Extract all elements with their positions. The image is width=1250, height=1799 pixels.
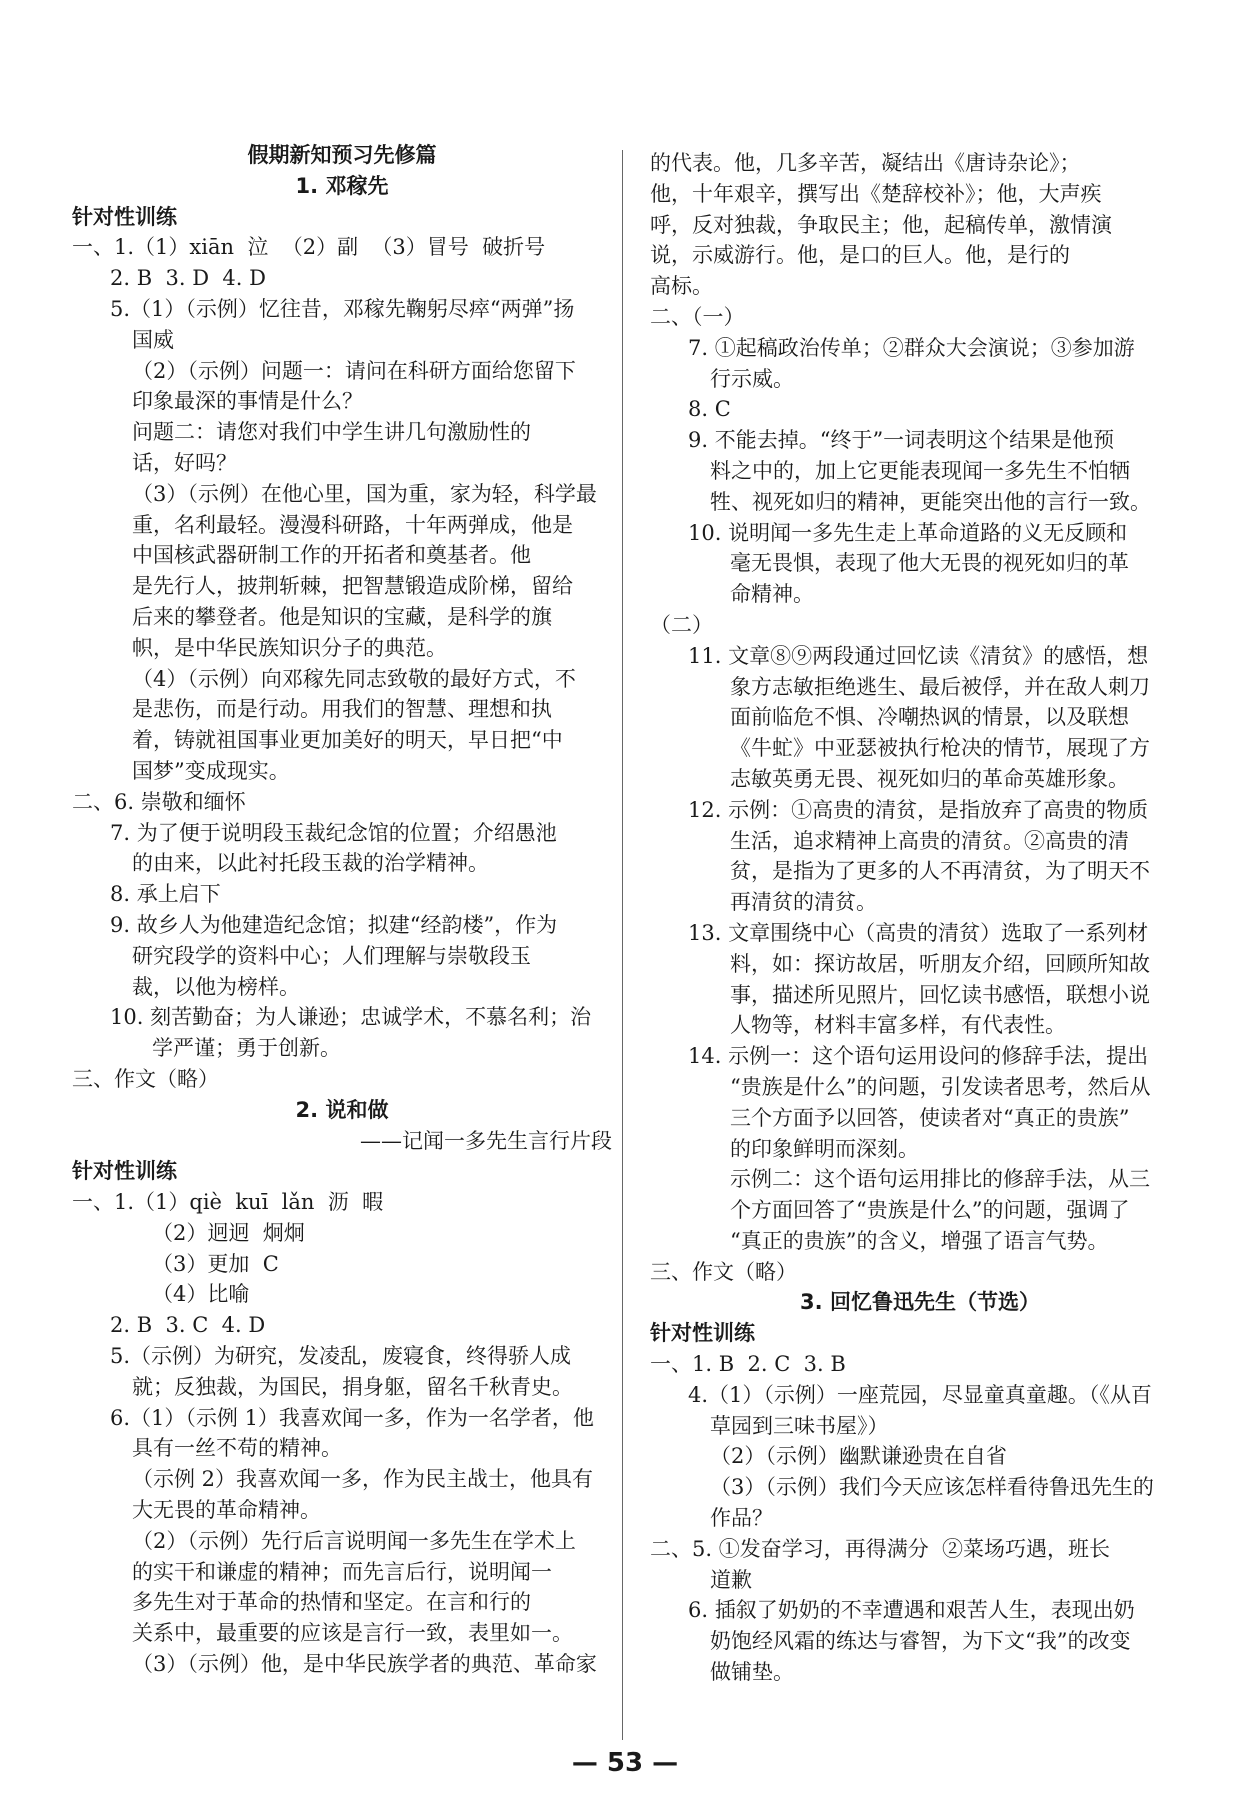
text-line: （3）（示例）他，是中华民族学者的典范、革命家 (132, 1652, 597, 1677)
text-line: 6. 插叙了奶奶的不幸遭遇和艰苦人生，表现出奶 (688, 1598, 1135, 1623)
text-line: （3）（示例）在他心里，国为重，家为轻，科学最 (132, 481, 597, 506)
text-line: 印象最深的事情是什么？ (132, 389, 363, 414)
text-line: 人物等，材料丰富多样，有代表性。 (730, 1013, 1066, 1038)
section-heading: 针对性训练 (72, 204, 177, 229)
text-line: 13. 文章围绕中心（高贵的清贫）选取了一系列材 (688, 920, 1149, 945)
text-line: “真正的贵族”的含义，增强了语言气势。 (730, 1228, 1109, 1253)
text-line: 奶饱经风霜的练达与睿智，为下文“我”的改变 (710, 1629, 1131, 1654)
text-line: 14. 示例一：这个语句运用设问的修辞手法，提出 (688, 1044, 1149, 1069)
text-line: 中国核武器研制工作的开拓者和奠基者。他 (132, 543, 531, 568)
text-line: 4.（1）（示例）一座荒园，尽显童真童趣。（《从百 (688, 1382, 1152, 1407)
text-line: 三个方面予以回答，使读者对“真正的贵族” (730, 1105, 1130, 1130)
text-line: 料，如：探访故居，听朋友介绍，回顾所知故 (730, 951, 1150, 976)
text-line: 是悲伤，而是行动。用我们的智慧、理想和执 (132, 697, 552, 722)
text-line: 再清贫的清贫。 (730, 890, 877, 915)
text-line: （4）比喻 (152, 1282, 250, 1307)
text-line: （2）（示例）问题一：请问在科研方面给您留下 (132, 358, 576, 383)
text-line: 的由来，以此衬托段玉裁的治学精神。 (132, 851, 489, 876)
section-title: 假期新知预习先修篇 (247, 143, 437, 167)
text-line: 毫无畏惧，表现了他大无畏的视死如归的革 (730, 551, 1129, 576)
text-line: 贫，是指为了更多的人不再清贫，为了明天不 (730, 859, 1150, 884)
text-line: 问题二：请您对我们中学生讲几句激励性的 (132, 420, 531, 445)
text-line: 就；反独裁，为国民，捐身躯，留名千秋青史。 (132, 1374, 573, 1399)
text-line: 象方志敏拒绝逃生、最后被俘，并在敌人刺刀 (730, 674, 1150, 699)
text-line: 9. 故乡人为他建造纪念馆；拟建“经韵楼”，作为 (110, 912, 558, 937)
section-title: 1. 邓稼先 (295, 173, 389, 198)
text-line: 高标。 (650, 274, 713, 299)
text-line: 二、6. 崇敬和缅怀 (72, 789, 246, 814)
text-line: 的印象鲜明而深刻。 (730, 1136, 919, 1161)
text-line: （2）（示例）幽默谦逊贵在自省 (710, 1444, 1007, 1469)
text-line: 一、1.（1）xiān 泣 （2）副 （3）冒号 破折号 (72, 235, 546, 260)
text-line: （3）（示例）我们今天应该怎样看待鲁迅先生的 (710, 1475, 1154, 1500)
text-line: 的代表。他，几多辛苦，凝结出《唐诗杂论》； (650, 151, 1081, 175)
text-line: 话，好吗？ (132, 450, 237, 475)
text-line: 一、1.（1）qiè kuī lǎn 沥 暇 (72, 1190, 384, 1215)
text-line: 裁，以他为榜样。 (132, 974, 300, 999)
page-number: — 53 — (571, 1748, 679, 1778)
text-line: 面前临危不惧、冷嘲热讽的情景，以及联想 (730, 705, 1129, 730)
text-line: 生活，追求精神上高贵的清贫。②高贵的清 (730, 828, 1129, 853)
text-line: 二、5. ①发奋学习，再得满分 ②菜场巧遇，班长 (650, 1536, 1111, 1561)
text-line: 关系中，最重要的应该是言行一致，表里如一。 (132, 1621, 573, 1646)
text-line: 重，名利最轻。漫漫科研路，十年两弹成，他是 (132, 512, 573, 537)
text-line: 作品？ (710, 1506, 773, 1531)
text-line: 10. 说明闻一多先生走上革命道路的义无反顾和 (688, 520, 1128, 545)
text-line: 行示威。 (710, 366, 794, 391)
text-line: 三、作文（略） (72, 1066, 219, 1091)
section-heading: 针对性训练 (72, 1159, 177, 1184)
text-line: （示例 2）我喜欢闻一多，作为民主战士，他具有 (132, 1467, 594, 1492)
text-line: 是先行人，披荆斩棘，把智慧锻造成阶梯，留给 (132, 574, 573, 599)
section-title: 3. 回忆鲁迅先生（节选） (800, 1290, 1040, 1315)
text-line: 呼，反对独裁，争取民主；他，起稿传单，激情演 (650, 212, 1112, 237)
text-line: 说，示威游行。他，是口的巨人。他，是行的 (650, 243, 1070, 268)
text-line: 具有一丝不苟的精神。 (132, 1436, 342, 1461)
text-line: 8. 承上启下 (110, 882, 221, 907)
text-line: （2）（示例）先行后言说明闻一多先生在学术上 (132, 1528, 576, 1553)
text-line: 一、1. B 2. C 3. B (650, 1352, 846, 1377)
text-line: 7. 为了便于说明段玉裁纪念馆的位置；介绍愚池 (110, 820, 557, 845)
text-line: 做铺垫。 (710, 1660, 794, 1685)
text-line: 事，描述所见照片，回忆读书感悟，联想小说 (730, 982, 1150, 1007)
text-line: 国威 (132, 327, 174, 352)
text-line: （4）（示例）向邓稼先同志致敬的最好方式，不 (132, 666, 576, 691)
text-line: 2. B 3. C 4. D (110, 1313, 266, 1338)
text-line: （2）迥迥 炯炯 (152, 1220, 305, 1245)
text-line: 料之中的，加上它更能表现闻一多先生不怕牺 (710, 458, 1130, 483)
section-heading: 针对性训练 (650, 1321, 755, 1346)
column-divider (622, 150, 623, 1740)
section-title: 2. 说和做 (295, 1097, 389, 1122)
text-line: 学严谨；勇于创新。 (152, 1036, 341, 1061)
text-line: 他，十年艰辛，撰写出《楚辞校补》；他，大声疾 (650, 181, 1102, 206)
text-line: 11. 文章⑧⑨两段通过回忆读《清贫》的感悟，想 (688, 643, 1149, 668)
text-line: 9. 不能去掉。“终于”一词表明这个结果是他预 (688, 428, 1115, 453)
text-line: 道歉 (710, 1567, 752, 1592)
left-column (72, 140, 612, 1680)
text-line: 8. C (688, 397, 731, 422)
text-line: 国梦”变成现实。 (132, 758, 290, 783)
text-line: （二） (650, 612, 713, 637)
text-line: 5.（1）（示例）忆往昔，邓稼先鞠躬尽瘁“两弹”扬 (110, 296, 575, 321)
text-line: 12. 示例：①高贵的清贫，是指放弃了高贵的物质 (688, 797, 1149, 822)
text-line: ——记闻一多先生言行片段 (360, 1128, 612, 1153)
text-line: 二、（一） (650, 304, 745, 329)
text-line: 草园到三味书屋》） (710, 1413, 889, 1438)
text-line: 后来的攀登者。他是知识的宝藏，是科学的旗 (132, 604, 552, 629)
text-line: 6.（1）（示例 1）我喜欢闻一多，作为一名学者，他 (110, 1405, 594, 1430)
text-line: 个方面回答了“贵族是什么”的问题，强调了 (730, 1198, 1130, 1223)
text-line: 着，铸就祖国事业更加美好的明天，早日把“中 (132, 728, 563, 753)
text-line: 研究段学的资料中心；人们理解与崇敬段玉 (132, 943, 531, 968)
text-line: 牲、视死如归的精神，更能突出他的言行一致。 (710, 489, 1151, 514)
text-line: 三、作文（略） (650, 1259, 797, 1284)
text-line: 多先生对于革命的热情和坚定。在言和行的 (132, 1590, 531, 1615)
text-line: 命精神。 (730, 582, 814, 607)
text-line: 5.（示例）为研究，发凌乱，废寝食，终得骄人成 (110, 1344, 572, 1369)
text-line: 帜，是中华民族知识分子的典范。 (132, 635, 447, 660)
text-line: 示例二：这个语句运用排比的修辞手法，从三 (730, 1167, 1150, 1192)
text-line: 《牛虻》中亚瑟被执行枪决的情节，展现了方 (730, 736, 1150, 761)
text-line: 的实干和谦虚的精神；而先言后行，说明闻一 (132, 1559, 552, 1584)
text-line: 志敏英勇无畏、视死如归的革命英雄形象。 (730, 766, 1129, 791)
right-column (650, 148, 1190, 1688)
text-line: （3）更加 C (152, 1251, 279, 1276)
text-line: 2. B 3. D 4. D (110, 266, 266, 291)
text-line: “贵族是什么”的问题，引发读者思考，然后从 (730, 1074, 1151, 1099)
text-line: 10. 刻苦勤奋；为人谦逊；忠诚学术，不慕名利；治 (110, 1005, 592, 1030)
text-line: 大无畏的革命精神。 (132, 1498, 321, 1523)
text-line: 7. ①起稿政治传单；②群众大会演说；③参加游 (688, 335, 1135, 360)
